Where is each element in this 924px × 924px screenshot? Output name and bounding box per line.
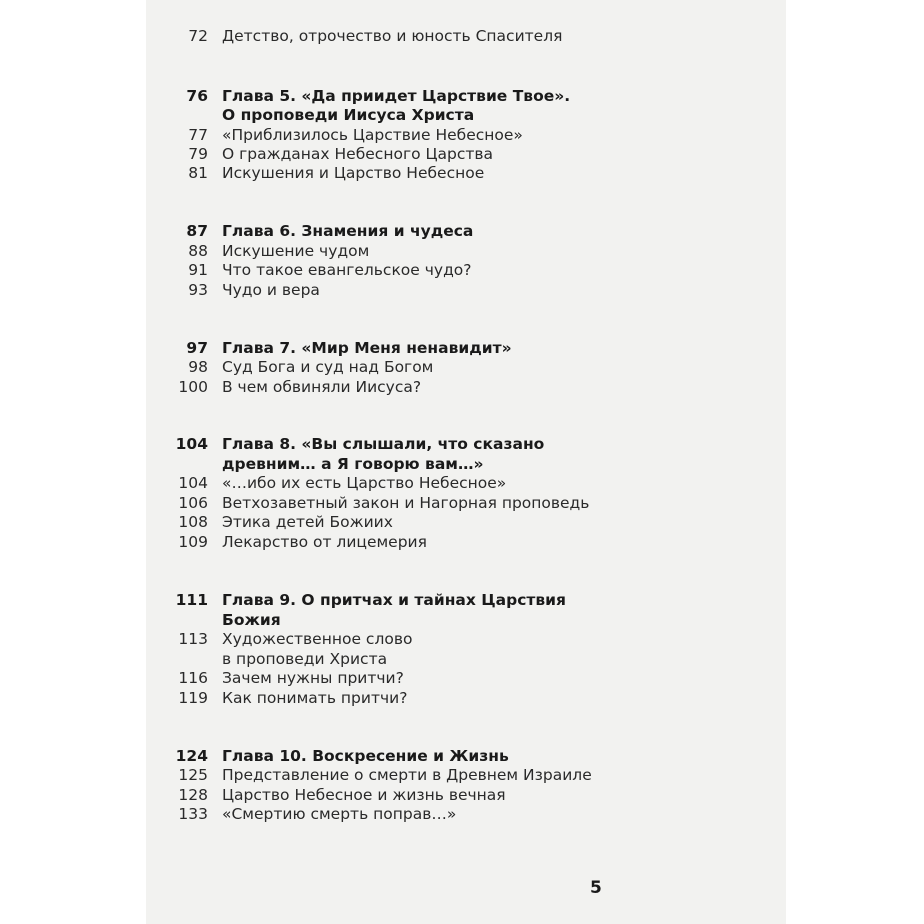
- toc-title: Что такое евангельское чудо?: [222, 261, 472, 279]
- toc-title: Глава 9. О притчах и тайнах Царствия: [222, 591, 566, 609]
- toc-title: Лекарство от лицемерия: [222, 533, 427, 551]
- toc-title: в проповеди Христа: [222, 650, 388, 668]
- toc-title: Царство Небесное и жизнь вечная: [222, 786, 506, 804]
- toc-title: Глава 6. Знамения и чудеса: [222, 222, 474, 240]
- toc-title: Как понимать притчи?: [222, 689, 408, 707]
- toc-title: Зачем нужны притчи?: [222, 669, 404, 687]
- toc-title: Чудо и вера: [222, 281, 320, 299]
- toc-page-number: 125: [178, 766, 208, 784]
- toc-page-number: 128: [178, 786, 208, 804]
- toc-title: Детство, отрочество и юность Спасителя: [222, 27, 563, 45]
- toc-title: «…ибо их есть Царство Небесное»: [222, 474, 507, 492]
- toc-page-number: 116: [178, 669, 208, 687]
- toc-page-number: 97: [186, 339, 208, 357]
- toc-page-number: 104: [175, 435, 208, 453]
- toc-title: Суд Бога и суд над Богом: [222, 358, 434, 376]
- table-of-contents: [146, 0, 786, 924]
- toc-page-number: 109: [178, 533, 208, 551]
- toc-title: О гражданах Небесного Царства: [222, 145, 494, 163]
- toc-page-number: 100: [178, 378, 208, 396]
- toc-title: Представление о смерти в Древнем Израиле: [222, 766, 592, 784]
- toc-page-number: 93: [188, 281, 208, 299]
- toc-title: «Приблизилось Царствие Небесное»: [222, 126, 523, 144]
- toc-page-number: 111: [175, 591, 208, 609]
- toc-page-number: 87: [186, 222, 208, 240]
- toc-title: В чем обвиняли Иисуса?: [222, 378, 422, 396]
- toc-title: Глава 7. «Мир Меня ненавидит»: [222, 339, 512, 357]
- toc-title: Глава 5. «Да приидет Царствие Твое».: [222, 87, 571, 105]
- toc-page-number: 72: [188, 27, 208, 45]
- page-number: 5: [590, 878, 602, 898]
- toc-title: О проповеди Иисуса Христа: [222, 106, 475, 124]
- toc-page-number: 119: [178, 689, 208, 707]
- toc-title: Ветхозаветный закон и Нагорная проповедь: [222, 494, 590, 512]
- toc-page-number: 81: [188, 164, 208, 182]
- toc-title: Искушение чудом: [222, 242, 370, 260]
- toc-title: «Смертию смерть поправ…»: [222, 805, 457, 823]
- toc-page-number: 98: [188, 358, 208, 376]
- toc-page-number: 113: [178, 630, 208, 648]
- toc-title: Художественное слово: [222, 630, 413, 648]
- toc-page-number: 77: [188, 126, 208, 144]
- toc-page-number: 124: [175, 747, 208, 765]
- book-page: [146, 0, 786, 924]
- toc-title: Глава 8. «Вы слышали, что сказано: [222, 435, 545, 453]
- toc-page-number: 104: [178, 474, 208, 492]
- toc-page-number: 88: [188, 242, 208, 260]
- toc-page-number: 106: [178, 494, 208, 512]
- toc-title: Искушения и Царство Небесное: [222, 164, 485, 182]
- toc-page-number: 91: [188, 261, 208, 279]
- toc-page-number: 108: [178, 513, 208, 531]
- toc-page-number: 76: [186, 87, 208, 105]
- toc-title: Глава 10. Воскресение и Жизнь: [222, 747, 509, 765]
- toc-title: Божия: [222, 611, 281, 629]
- toc-title: древним… а Я говорю вам…»: [222, 455, 484, 473]
- toc-title: Этика детей Божиих: [222, 513, 393, 531]
- toc-page-number: 133: [178, 805, 208, 823]
- toc-page-number: 79: [188, 145, 208, 163]
